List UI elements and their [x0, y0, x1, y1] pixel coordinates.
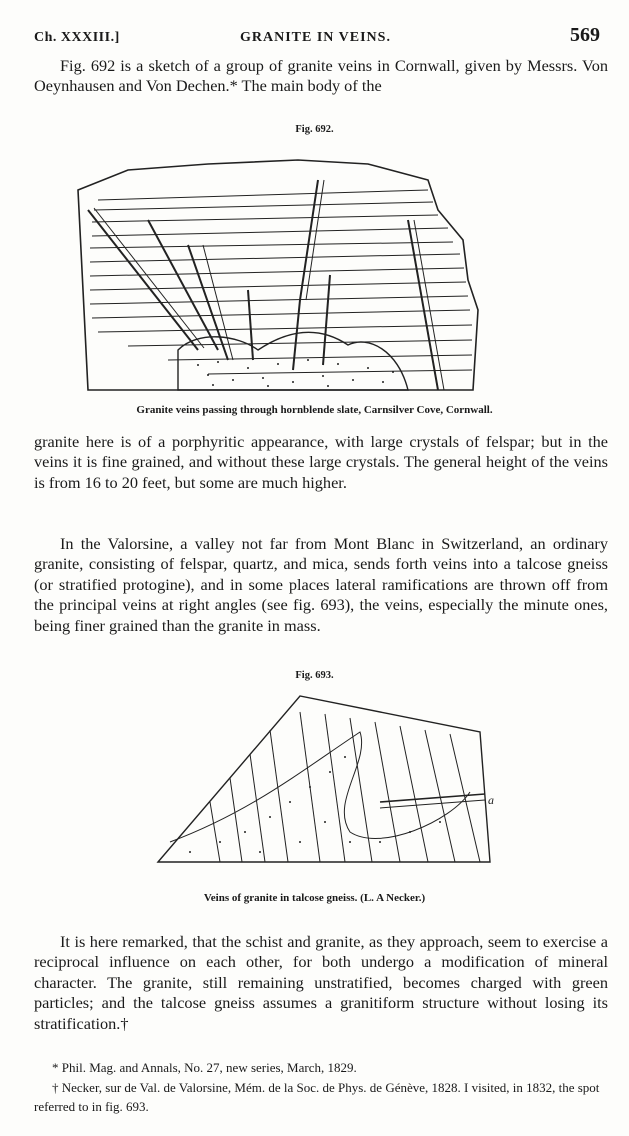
running-header: [34, 24, 604, 52]
figure-693-vein-letter: a: [488, 793, 494, 807]
figure-693-caption: Veins of granite in talcose gneiss. (L. A Necker.): [203, 892, 426, 904]
footnote-phil-mag: * Phil. Mag. and Annals, No. 27, new series, March, 1829.: [52, 1060, 357, 1075]
figure-692-illustration: [68, 150, 558, 400]
figure-692-caption: Granite veins passing through hornblende slate, Carnsilver Cove, Cornwall.: [136, 404, 493, 416]
chapter-reference: Ch. XXXIII.]: [34, 30, 120, 45]
paragraph-reciprocal-influence: It is here remarked, that the schist and granite, as they approach, seem to exercise a reciprocal influence on each other, for both undergo a modification of mineral character. The granite, still remaining unstratified, becomes charged with green particles; and the talcose gneiss assumes a granitiform structure without losing its stratification.†: [34, 932, 608, 1033]
paragraph-granite-description: granite here is of a porphyritic appearance, with large crystals of felspar; but in the veins it is fine grained, and without these large crystals. The general height of the veins is from 16 to 20 feet, but some are much higher.: [34, 432, 608, 492]
page-number: 569: [570, 24, 600, 46]
figure-693-illustration: [150, 692, 510, 888]
paragraph-valorsine: In the Valorsine, a valley not far from Mont Blanc in Switzerland, an ordinary granite, consisting of felspar, quartz, and mica, sends forth veins into a talcose gneiss (or stratified protogine), and in some places lateral ramifications are thrown off from the principal veins at right angles (see fig. 693), the veins, especially the minute ones, being finer grained than the granite in mass.: [34, 534, 608, 635]
running-title: GRANITE IN VEINS.: [240, 30, 391, 45]
figure-693-label: Fig. 693.: [295, 670, 334, 681]
figure-692-label: Fig. 692.: [295, 124, 334, 135]
footnote-necker: † Necker, sur de Val. de Valorsine, Mém. de la Soc. de Phys. de Génève, 1828. I visited, in 1832, the spot referred to in fig. 693.: [34, 1080, 600, 1114]
paragraph-fig692-intro: Fig. 692 is a sketch of a group of granite veins in Cornwall, given by Messrs. Von Oeynhausen and Von Dechen.* The main body of the: [34, 56, 608, 96]
